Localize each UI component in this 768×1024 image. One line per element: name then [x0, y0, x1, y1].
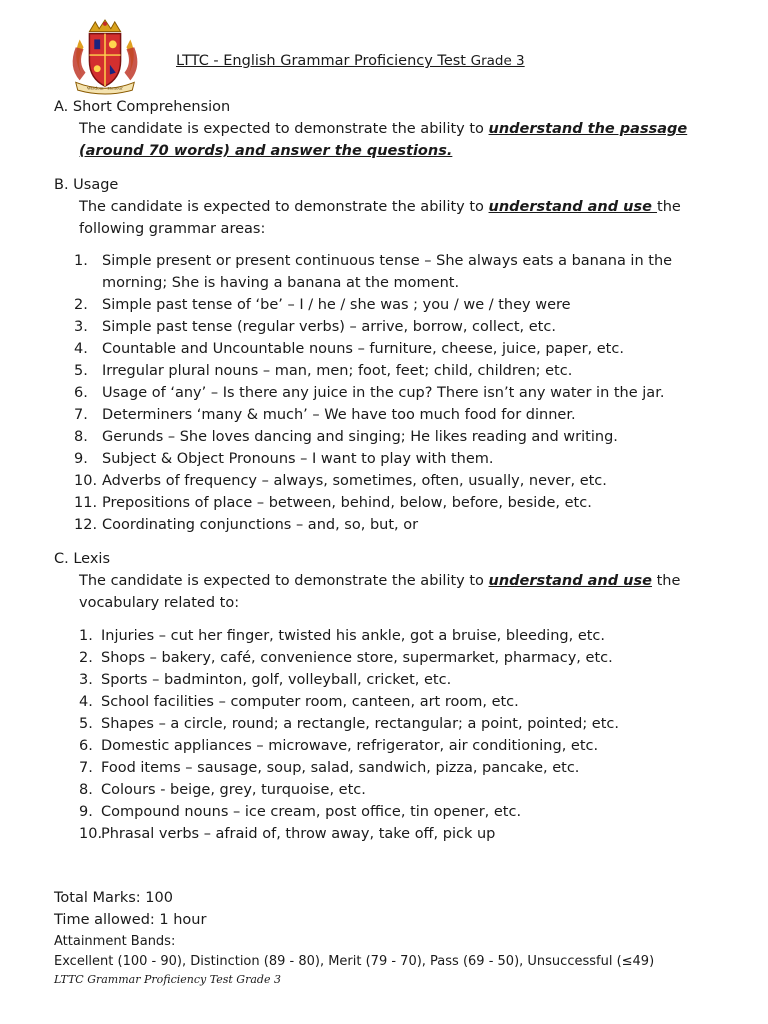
section-a-heading: A. Short Comprehension [54, 99, 231, 115]
section-a-line-2: (around 70 words) and answer the questions. [79, 143, 453, 159]
attainment-bands: Excellent (100 - 90), Distinction (89 - 80), Merit (79 - 70), Pass (69 - 50), Unsuccessful (≤49) [54, 954, 655, 969]
coat-of-arms-icon [66, 18, 144, 96]
section-c-line-2: vocabulary related to: [79, 595, 240, 611]
page-title: LTTC - English Grammar Proficiency Test Grade 3 [176, 53, 525, 69]
attainment-bands-label: Attainment Bands: [54, 934, 176, 949]
section-c-line-1: The candidate is expected to demonstrate the ability to understand and use the [79, 573, 681, 589]
section-a-line-1: The candidate is expected to demonstrate the ability to understand the passage [79, 121, 688, 137]
page-footer: LTTC Grammar Proficiency Test Grade 3 [54, 973, 281, 986]
section-b-line-2: following grammar areas: [79, 221, 266, 237]
section-b-heading: B. Usage [54, 177, 119, 193]
section-b-line-1: The candidate is expected to demonstrate the ability to understand and use the [79, 199, 681, 215]
total-marks: Total Marks: 100 [54, 890, 173, 906]
crest-motto: Wisdom · Honour [86, 85, 124, 91]
time-allowed: Time allowed: 1 hour [54, 912, 207, 928]
section-c-heading: C. Lexis [54, 551, 110, 567]
